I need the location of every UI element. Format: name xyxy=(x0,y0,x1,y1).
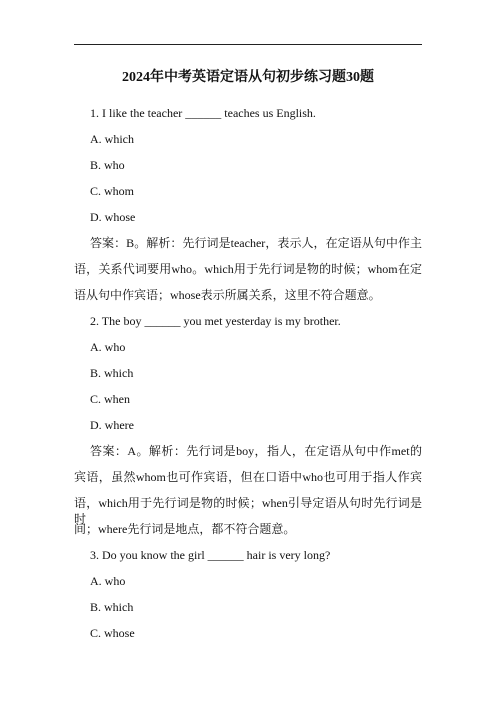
question-2-option-d: D. where xyxy=(90,418,134,432)
question-1-option-a: A. which xyxy=(90,132,134,146)
question-1-option-b: B. who xyxy=(90,158,125,172)
question-1-stem: 1. I like the teacher ______ teaches us English. xyxy=(90,106,316,120)
question-1-answer-line-1: 答案：B。解析：先行词是teacher，表示人，在定语从句中作主 xyxy=(90,236,422,250)
header-rule xyxy=(74,44,422,45)
question-2-answer-line-3: 语，which用于先行词是物的时候；when引导定语从句时先行词是时 xyxy=(74,496,422,526)
question-3-option-a: A. who xyxy=(90,574,126,588)
question-2-answer-line-2: 宾语，虽然whom也可作宾语，但在口语中who也可用于指人作宾 xyxy=(74,470,422,484)
question-3-option-b: B. which xyxy=(90,600,134,614)
question-1-answer-line-2: 语，关系代词要用who。which用于先行词是物的时候；whom在定 xyxy=(74,262,422,276)
question-3-stem: 3. Do you know the girl ______ hair is very long? xyxy=(90,548,331,562)
question-2-stem: 2. The boy ______ you met yesterday is my brother. xyxy=(90,314,341,328)
question-3-option-c: C. whose xyxy=(90,626,135,640)
page-title: 2024年中考英语定语从句初步练习题30题 xyxy=(122,70,374,85)
question-1-answer-line-3: 语从句中作宾语；whose表示所属关系，这里不符合题意。 xyxy=(74,288,381,302)
question-1-option-c: C. whom xyxy=(90,184,135,198)
question-2-answer-line-1: 答案：A。解析：先行词是boy，指人，在定语从句中作met的 xyxy=(90,444,422,458)
question-2-option-c: C. when xyxy=(90,392,130,406)
question-2-option-b: B. which xyxy=(90,366,134,380)
question-1-option-d: D. whose xyxy=(90,210,136,224)
question-2-option-a: A. who xyxy=(90,340,126,354)
question-2-answer-line-4: 间；where先行词是地点，都不符合题意。 xyxy=(74,522,296,536)
